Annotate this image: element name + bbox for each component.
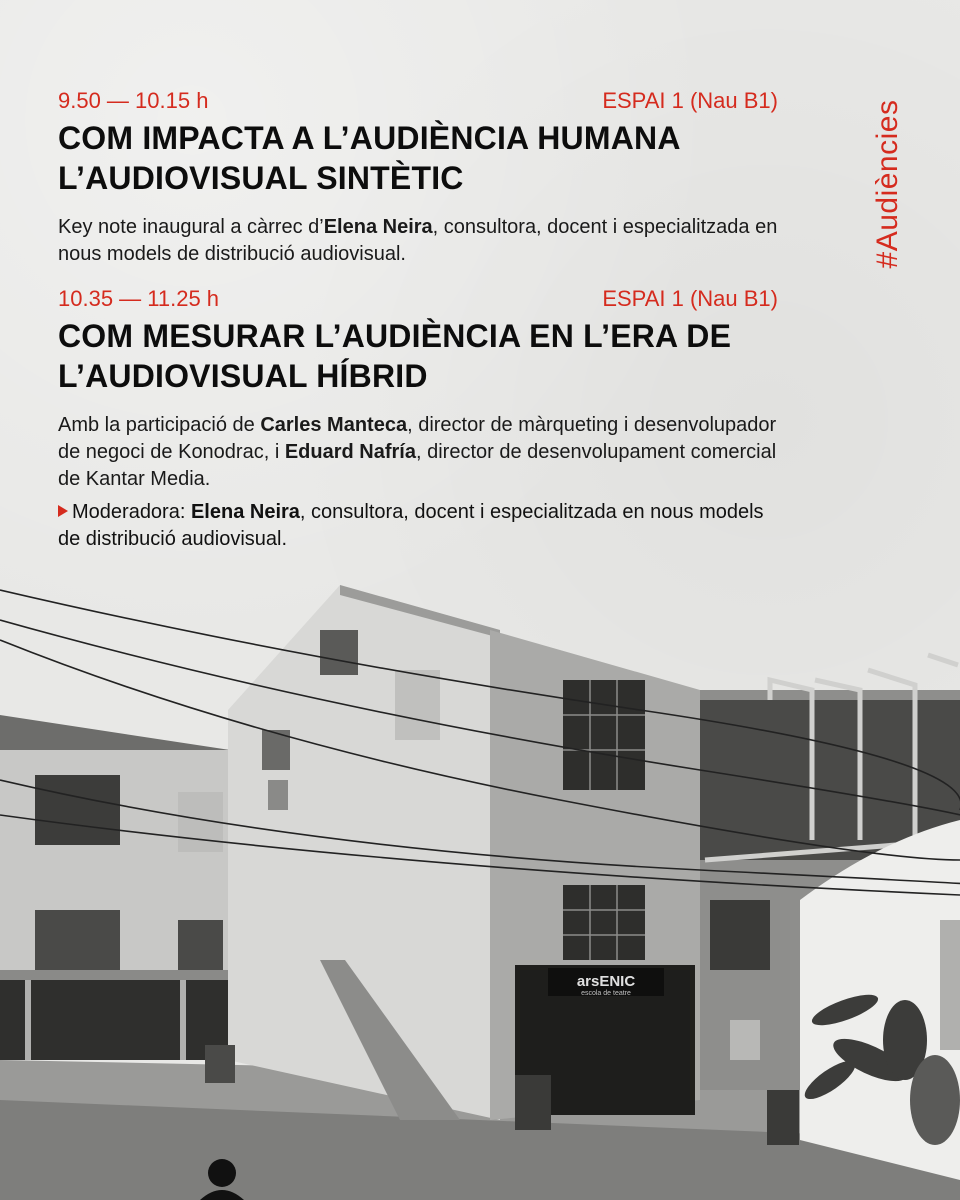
session-1-description [58, 214, 778, 268]
play-arrow-icon [58, 505, 68, 517]
session-2-title-line-1: COM MESURAR L’AUDIÈNCIA EN L’ERA DE [58, 318, 732, 354]
session-1-desc-suffix: , consultora, docent i especialitzada en nous models de distribució audiovisual. [58, 216, 778, 265]
building-photo [0, 540, 960, 1200]
session-2-title-line-2: L’AUDIOVISUAL HÍBRID [58, 358, 428, 394]
session-1-meta [58, 88, 778, 118]
session-2-desc-mid: , director de màrqueting i desenvolupador de negoci de Konodrac, i [58, 414, 777, 463]
hashtag-vertical [868, 84, 908, 284]
session-1-title [58, 118, 778, 198]
session-1-room: ESPAI 1 (Nau B1) [602, 88, 778, 113]
session-1-time: 9.50 — 10.15 h [58, 88, 209, 113]
sign-text: arsENIC [576, 973, 636, 990]
session-1-title-line-2: L’AUDIOVISUAL SINTÈTIC [58, 160, 464, 196]
moderator-label: Moderadora: [72, 501, 191, 523]
session-2-description [58, 412, 778, 493]
session-2-desc-prefix: Amb la participació de [58, 414, 261, 436]
session-1-title-line-1: COM IMPACTA A L’AUDIÈNCIA HUMANA [58, 120, 681, 156]
person-head [208, 1159, 236, 1187]
hashtag-text: #Audiències [871, 99, 904, 269]
sign-subtext: escola de teatre [581, 990, 631, 997]
session-2 [58, 286, 778, 553]
session-2-room: ESPAI 1 (Nau B1) [602, 286, 778, 311]
bin-left [205, 1045, 235, 1083]
session-2-desc-suffix: , director de desenvolupament comercial de Kantar Media. [58, 441, 777, 490]
bin-right [767, 1090, 799, 1145]
moderator-desc: , consultora, docent i especialitzada en nous models de distribució audiovisual. [58, 501, 764, 550]
session-2-speaker-1-name: Carles Manteca [260, 414, 408, 436]
session-2-speaker-2-name: Eduard Nafría [284, 441, 416, 463]
session-2-title [58, 316, 778, 396]
session-1-speaker-name: Elena Neira [323, 216, 433, 238]
left-building [0, 715, 230, 1060]
session-2-time: 10.35 — 11.25 h [58, 286, 220, 311]
bin-center [515, 1075, 551, 1130]
session-2-meta [58, 286, 778, 316]
session-1-desc-prefix: Key note inaugural a càrrec d’ [58, 216, 324, 238]
moderator-name: Elena Neira [190, 501, 300, 523]
session-1 [58, 88, 778, 268]
